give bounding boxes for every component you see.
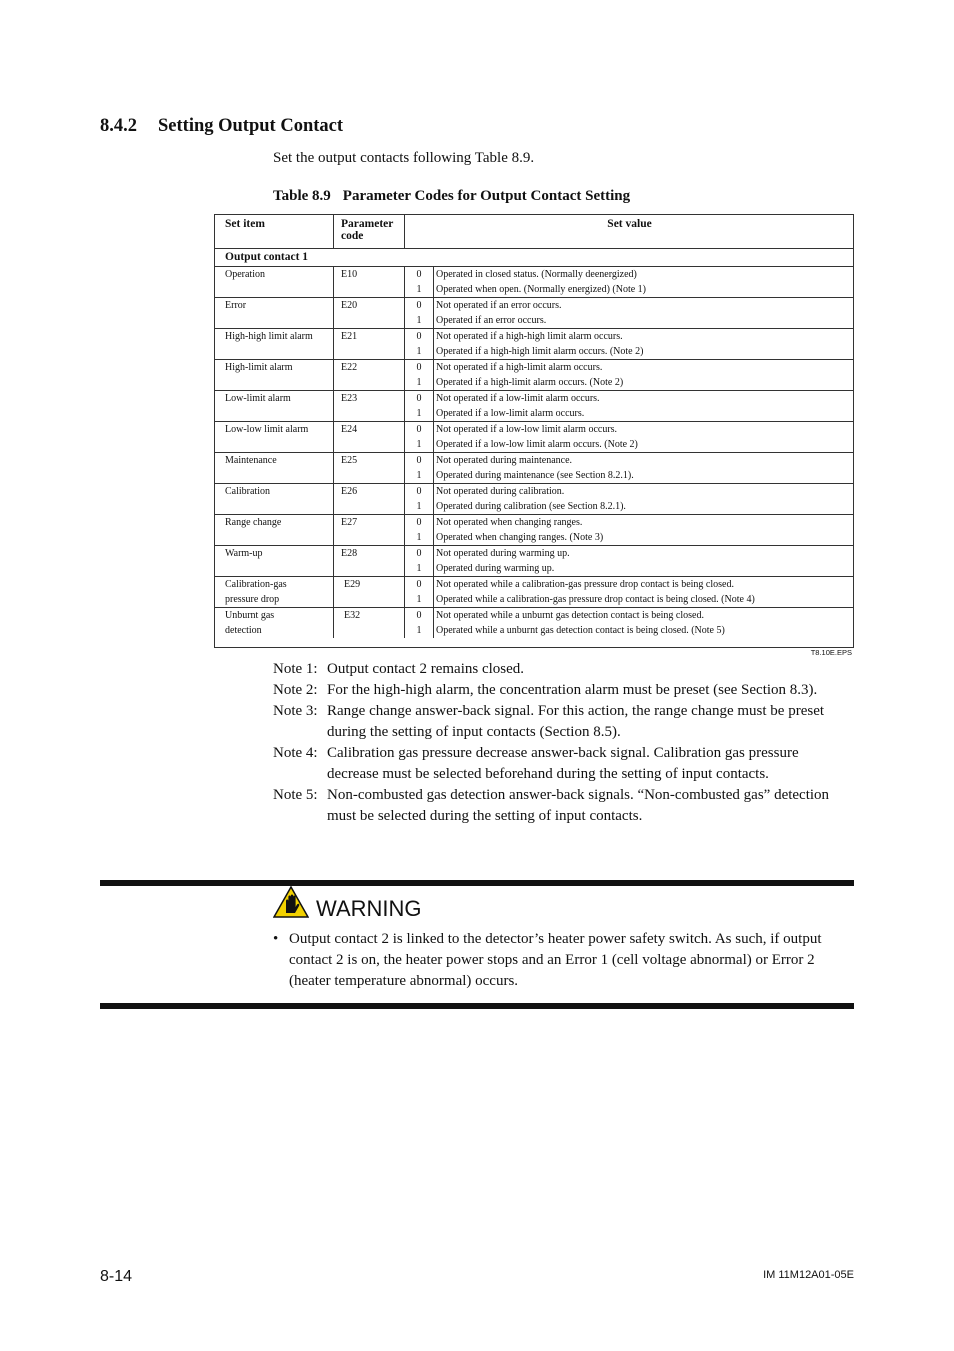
parameter-code-cell: E20 [334, 298, 405, 314]
note-text: For the high-high alarm, the concentration alarm must be preset (see Section 8.3). [327, 682, 818, 698]
table-row [214, 344, 854, 360]
table-row [214, 484, 854, 500]
parameter-code-cell: E25 [334, 453, 405, 469]
set-item-cell: Calibration-gas [214, 577, 334, 593]
set-item-cell: Operation [214, 267, 334, 283]
note-item [273, 701, 853, 743]
set-item-cell [214, 561, 334, 577]
group-label: Output contact 1 [214, 249, 854, 267]
bit-value-cell: 0 [405, 484, 434, 500]
note-text: Output contact 2 remains closed. [327, 661, 525, 677]
parameter-code-cell [334, 561, 405, 577]
set-item-cell [214, 282, 334, 298]
table-row [214, 298, 854, 314]
set-item-cell: Low-low limit alarm [214, 422, 334, 438]
set-item-cell [214, 499, 334, 515]
set-value-description: Not operated during calibration. [434, 484, 855, 500]
bit-value-cell: 0 [405, 577, 434, 593]
warning-bullet: • [273, 931, 279, 947]
set-item-cell: High-high limit alarm [214, 329, 334, 345]
note-label: Note 2: [273, 682, 318, 698]
eps-label: T8.10E.EPS [810, 648, 852, 657]
parameter-code-cell: E27 [334, 515, 405, 531]
table-row [214, 623, 854, 638]
bit-value-cell: 1 [405, 530, 434, 546]
parameter-code-cell [334, 530, 405, 546]
page-number: 8-14 [100, 1268, 133, 1285]
parameter-code-cell: E32 [334, 608, 405, 624]
warning-top-rule [100, 880, 854, 886]
note-label: Note 1: [273, 661, 318, 677]
bit-value-cell: 1 [405, 313, 434, 329]
set-item-cell: High-limit alarm [214, 360, 334, 376]
section-heading [100, 116, 343, 137]
set-value-description: Operated if a high-limit alarm occurs. (Note 2) [436, 377, 624, 388]
bit-value-cell: 1 [405, 623, 434, 638]
note-item [273, 680, 853, 701]
set-value-description: Operated while a calibration-gas pressure drop contact is being closed. (Note 4) [436, 594, 755, 605]
note-text: Non-combusted gas detection answer-back signals. “Non-combusted gas” detection must be selected during the setting of input contacts. [327, 787, 830, 824]
table-row [214, 577, 854, 593]
parameter-code-cell: E26 [334, 484, 405, 500]
table-row [214, 375, 854, 391]
bit-value-cell: 0 [405, 453, 434, 469]
parameter-code-cell: E21 [334, 329, 405, 345]
parameter-code-cell: E22 [334, 360, 405, 376]
header-set-item: Set item [214, 214, 334, 249]
note-item [273, 659, 853, 680]
table-row [214, 453, 854, 469]
parameter-code-cell [334, 592, 405, 608]
set-value-description: Not operated if an error occurs. [434, 298, 855, 314]
set-value-description: Not operated if a low-low limit alarm occurs. [434, 422, 855, 438]
warning-text: Output contact 2 is linked to the detector’s heater power safety switch. As such, if output contact 2 is on, the heater power stops and an Error 1 (cell voltage abnormal) or Error 2 (heater temperature abnormal) occurs. [289, 931, 822, 989]
document-id: IM 11M12A01-05E [763, 1269, 854, 1281]
set-item-cell: Calibration [214, 484, 334, 500]
parameter-code-cell [334, 375, 405, 391]
table-row [214, 313, 854, 329]
set-item-cell: detection [214, 623, 334, 638]
set-item-cell: Maintenance [214, 453, 334, 469]
set-value-description: Operated during maintenance (see Section 8.2.1). [436, 470, 634, 481]
table-row [214, 267, 854, 283]
warning-label: WARNING [316, 896, 422, 921]
set-value-description: Not operated if a high-limit alarm occurs. [434, 360, 855, 376]
table-row [214, 391, 854, 407]
bit-value-cell: 1 [405, 406, 434, 422]
parameter-code-cell: E10 [334, 267, 405, 283]
table-header-row [214, 214, 854, 249]
table-row [214, 592, 854, 608]
table-group-row [214, 249, 854, 267]
bit-value-cell: 0 [405, 422, 434, 438]
bit-value-cell: 0 [405, 391, 434, 407]
set-item-cell [214, 530, 334, 546]
bit-value-cell: 1 [405, 344, 434, 360]
parameter-table [214, 214, 854, 638]
bit-value-cell: 1 [405, 592, 434, 608]
table-row [214, 329, 854, 345]
bit-value-cell: 1 [405, 437, 434, 453]
header-set-value: Set value [607, 218, 652, 230]
table-caption [273, 188, 630, 205]
set-value-description: Operated when open. (Normally energized) (Note 1) [436, 284, 647, 295]
set-value-description: Operated during warming up. [436, 563, 555, 574]
parameter-code-cell [334, 344, 405, 360]
note-item [273, 743, 853, 785]
note-label: Note 5: [273, 787, 318, 803]
table-row [214, 561, 854, 577]
section-number: 8.4.2 [100, 116, 137, 136]
bit-value-cell: 1 [405, 282, 434, 298]
set-item-cell: Range change [214, 515, 334, 531]
set-value-description: Not operated when changing ranges. [434, 515, 855, 531]
table-title: Parameter Codes for Output Contact Setting [342, 188, 631, 204]
warning-hand-icon [273, 886, 309, 918]
set-value-description: Not operated during warming up. [434, 546, 855, 562]
set-item-cell: Error [214, 298, 334, 314]
set-value-description: Operated if a low-low limit alarm occurs. (Note 2) [436, 439, 638, 450]
set-item-cell [214, 375, 334, 391]
set-value-description: Not operated during maintenance. [434, 453, 855, 469]
bit-value-cell: 0 [405, 360, 434, 376]
table-row [214, 546, 854, 562]
parameter-code-cell [334, 499, 405, 515]
set-value-description: Operated if an error occurs. [436, 315, 547, 326]
note-text: Range change answer-back signal. For this action, the range change must be preset during the setting of input contacts (Section 8.5). [327, 703, 825, 740]
set-value-description: Operated while a unburnt gas detection contact is being closed. (Note 5) [436, 625, 725, 636]
warning-bottom-rule [100, 1003, 854, 1009]
table-row [214, 608, 854, 624]
set-item-cell [214, 437, 334, 453]
parameter-code-cell [334, 468, 405, 484]
warning-body [273, 929, 853, 992]
note-item [273, 785, 853, 827]
set-value-description: Operated during calibration (see Section 8.2.1). [436, 501, 626, 512]
table-row [214, 422, 854, 438]
set-value-description: Operated if a high-high limit alarm occurs. (Note 2) [436, 346, 644, 357]
set-item-cell: Warm-up [214, 546, 334, 562]
header-parameter-code: Parameter code [334, 214, 405, 249]
set-value-description: Not operated if a high-high limit alarm occurs. [434, 329, 855, 345]
parameter-code-cell [334, 313, 405, 329]
set-item-cell [214, 406, 334, 422]
parameter-code-cell: E23 [334, 391, 405, 407]
table-row [214, 406, 854, 422]
parameter-code-cell [334, 437, 405, 453]
parameter-code-cell: E28 [334, 546, 405, 562]
bit-value-cell: 1 [405, 561, 434, 577]
table-row [214, 499, 854, 515]
bit-value-cell: 0 [405, 515, 434, 531]
section-title: Setting Output Contact [158, 116, 344, 136]
set-value-description: Operated in closed status. (Normally deenergized) [436, 269, 637, 280]
set-item-cell [214, 313, 334, 329]
notes-list [273, 659, 853, 827]
table-row [214, 360, 854, 376]
set-item-cell: Unburnt gas [214, 608, 334, 624]
parameter-code-cell: E29 [334, 577, 405, 593]
table-row [214, 468, 854, 484]
bit-value-cell: 1 [405, 468, 434, 484]
parameter-code-cell [334, 282, 405, 298]
set-value-description: Not operated while a unburnt gas detection contact is being closed. [434, 608, 855, 624]
bit-value-cell: 1 [405, 499, 434, 515]
table-row [214, 282, 854, 298]
bit-value-cell: 0 [405, 329, 434, 345]
set-value-description: Not operated if a low-limit alarm occurs. [434, 391, 855, 407]
parameter-code-cell: E24 [334, 422, 405, 438]
intro-text: Set the output contacts following Table 8.9. [273, 150, 535, 166]
table-row [214, 530, 854, 546]
bit-value-cell: 0 [405, 298, 434, 314]
table-number: Table 8.9 [273, 188, 331, 204]
set-item-cell: pressure drop [214, 592, 334, 608]
set-value-description: Not operated while a calibration-gas pressure drop contact is being closed. [434, 577, 855, 593]
set-item-cell: Low-limit alarm [214, 391, 334, 407]
set-item-cell [214, 468, 334, 484]
note-label: Note 4: [273, 745, 318, 761]
note-text: Calibration gas pressure decrease answer-back signal. Calibration gas pressure decrease must be selected beforehand during the setting of input contacts. [327, 745, 799, 782]
bit-value-cell: 0 [405, 546, 434, 562]
set-value-description: Operated if a low-limit alarm occurs. [436, 408, 585, 419]
bit-value-cell: 1 [405, 375, 434, 391]
table-row [214, 515, 854, 531]
parameter-code-cell [334, 406, 405, 422]
bit-value-cell: 0 [405, 608, 434, 624]
table-row [214, 437, 854, 453]
note-label: Note 3: [273, 703, 318, 719]
set-item-cell [214, 344, 334, 360]
bit-value-cell: 0 [405, 267, 434, 283]
parameter-code-cell [334, 623, 405, 638]
set-value-description: Operated when changing ranges. (Note 3) [436, 532, 604, 543]
